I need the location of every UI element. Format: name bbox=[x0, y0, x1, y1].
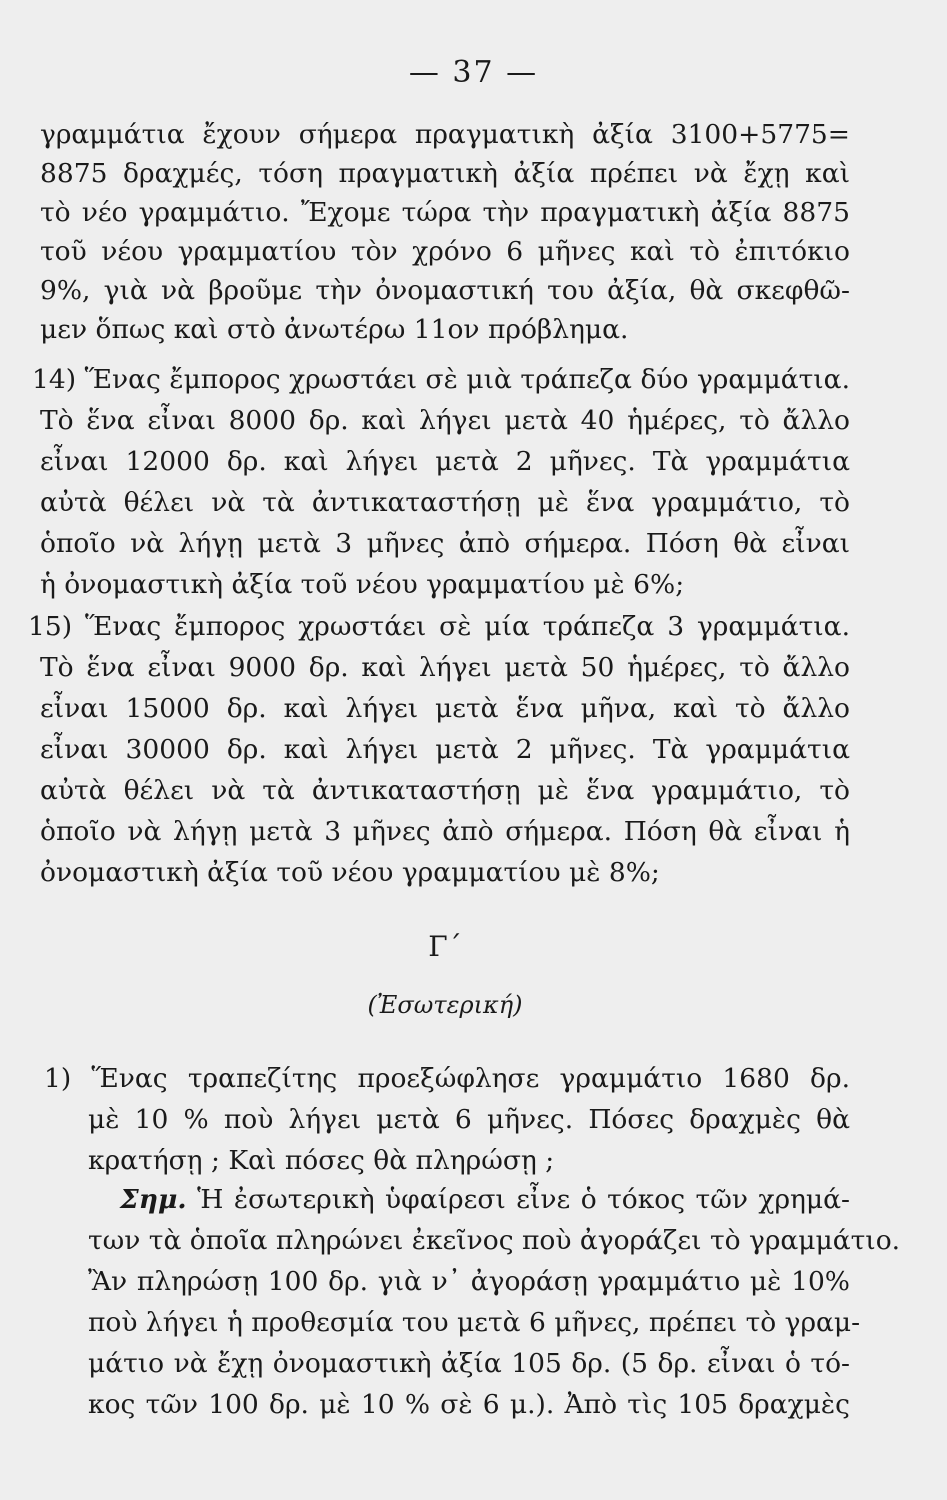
text-line: μάτιο νὰ ἔχῃ ὀνομαστικὴ ἀξία 105 δρ. (5 δρ. εἶναι ὁ τό- bbox=[88, 1348, 850, 1379]
text-line: αὐτὰ θέλει νὰ τὰ ἀντικαταστήσῃ μὲ ἕνα γραμμάτιο, τὸ bbox=[40, 487, 850, 518]
text-line: 14) Ἕνας ἔμπορος χρωστάει σὲ μιὰ τράπεζα δύο γραμμάτια. bbox=[32, 364, 850, 395]
text-line: μὲ 10 % ποὺ λήγει μετὰ 6 μῆνες. Πόσες δραχμὲς θὰ bbox=[88, 1104, 850, 1135]
text-line: 9%, γιὰ νὰ βροῦμε τὴν ὀνομαστική του ἀξία, θὰ σκεφθῶ- bbox=[40, 275, 850, 306]
text-line: εἶναι 12000 δρ. καὶ λήγει μετὰ 2 μῆνες. Τὰ γραμμάτια bbox=[40, 446, 850, 477]
note-text: Ἡ ἐσωτερικὴ ὑφαίρεσι εἶνε ὁ τόκος τῶν χρημά- bbox=[197, 1184, 850, 1215]
text-line: Τὸ ἕνα εἶναι 9000 δρ. καὶ λήγει μετὰ 50 ἡμέρες, τὸ ἄλλο bbox=[40, 652, 850, 683]
section-letter: Γ΄ bbox=[428, 930, 462, 963]
text-line: κρατήσῃ ; Καὶ πόσες θὰ πληρώσῃ ; bbox=[88, 1145, 555, 1176]
text-line: των τὰ ὁποῖα πληρώνει ἐκεῖνος ποὺ ἀγοράζει τὸ γραμμάτιο. bbox=[88, 1225, 901, 1256]
text-line: μεν ὅπως καὶ στὸ ἀνωτέρω 11ον πρόβλημα. bbox=[40, 314, 629, 345]
section-subtitle: (Ἐσωτερική) bbox=[367, 991, 523, 1019]
text-line: ἡ ὀνομαστικὴ ἀξία τοῦ νέου γραμματίου μὲ 6%; bbox=[40, 569, 685, 600]
text-line: γραμμάτια ἔχουν σήμερα πραγματικὴ ἀξία 3100+5775= bbox=[40, 119, 850, 150]
text-line: Τὸ ἕνα εἶναι 8000 δρ. καὶ λήγει μετὰ 40 ἡμέρες, τὸ ἄλλο bbox=[40, 405, 850, 436]
text-line: ποὺ λήγει ἡ προθεσμία του μετὰ 6 μῆνες, πρέπει τὸ γραμ- bbox=[88, 1307, 861, 1338]
text-line: ὁποῖο νὰ λήγῃ μετὰ 3 μῆνες ἀπὸ σήμερα. Πόση θὰ εἶναι bbox=[40, 528, 850, 559]
text-line: εἶναι 15000 δρ. καὶ λήγει μετὰ ἕνα μῆνα, καὶ τὸ ἄλλο bbox=[40, 693, 850, 724]
text-line: αὐτὰ θέλει νὰ τὰ ἀντικαταστήσῃ μὲ ἕνα γραμμάτιο, τὸ bbox=[40, 775, 850, 806]
text-line: 8875 δραχμές, τόση πραγματικὴ ἀξία πρέπει νὰ ἔχῃ καὶ bbox=[40, 158, 850, 189]
page-number: — 37 — bbox=[408, 55, 539, 90]
text-line: κος τῶν 100 δρ. μὲ 10 % σὲ 6 μ.). Ἀπὸ τὶς 105 δραχμὲς bbox=[88, 1389, 850, 1420]
text-line: 15) Ἕνας ἔμπορος χρωστάει σὲ μία τράπεζα 3 γραμμάτια. bbox=[28, 611, 850, 642]
text-line: Ἂν πληρώσῃ 100 δρ. γιὰ ν᾽ ἀγοράσῃ γραμμάτιο μὲ 10% bbox=[88, 1266, 850, 1297]
text-line: ὀνομαστικὴ ἀξία τοῦ νέου γραμματίου μὲ 8%; bbox=[40, 857, 660, 888]
text-line: ὁποῖο νὰ λήγῃ μετὰ 3 μῆνες ἀπὸ σήμερα. Πόση θὰ εἶναι ἡ bbox=[40, 816, 850, 847]
note-label: Σημ. bbox=[120, 1184, 187, 1215]
text-line: τὸ νέο γραμμάτιο. Ἔχομε τώρα τὴν πραγματικὴ ἀξία 8875 bbox=[40, 197, 850, 228]
text-line: τοῦ νέου γραμματίου τὸν χρόνο 6 μῆνες καὶ τὸ ἐπιτόκιο bbox=[40, 236, 850, 267]
text-line: εἶναι 30000 δρ. καὶ λήγει μετὰ 2 μῆνες. Τὰ γραμμάτια bbox=[40, 734, 850, 765]
note-first-line bbox=[120, 1183, 850, 1217]
text-line: 1) Ἕνας τραπεζίτης προεξώφλησε γραμμάτιο 1680 δρ. bbox=[44, 1063, 850, 1094]
